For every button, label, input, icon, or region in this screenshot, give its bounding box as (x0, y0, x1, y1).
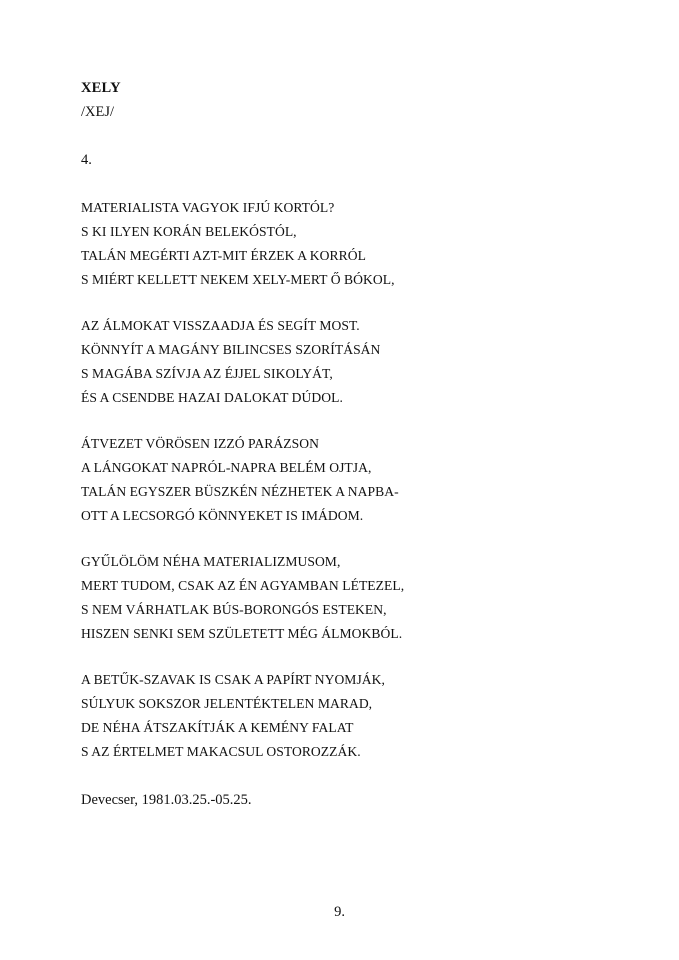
stanza-4 (81, 550, 404, 646)
stanza-1 (81, 196, 395, 292)
poem-line: S AZ ÉRTELMET MAKACSUL OSTOROZZÁK. (81, 744, 361, 759)
poem-line: OTT A LECSORGÓ KÖNNYEKET IS IMÁDOM. (81, 508, 364, 523)
poem-line: TALÁN MEGÉRTI AZT-MIT ÉRZEK A KORRÓL (81, 248, 366, 263)
poem-line: A BETŰK-SZAVAK IS CSAK A PAPÍRT NYOMJÁK, (81, 672, 385, 687)
stanza-5 (81, 668, 385, 764)
stanza-3 (81, 432, 399, 528)
poem-line: S KI ILYEN KORÁN BELEKÓSTÓL, (81, 224, 297, 239)
poem-subtitle: /XEJ/ (81, 104, 115, 120)
poem-line: S MAGÁBA SZÍVJA AZ ÉJJEL SIKOLYÁT, (81, 366, 333, 381)
poem-line: ÉS A CSENDBE HAZAI DALOKAT DÚDOL. (81, 390, 343, 405)
poem-line: S NEM VÁRHATLAK BÚS-BORONGÓS ESTEKEN, (81, 602, 387, 617)
poem-line: TALÁN EGYSZER BÜSZKÉN NÉZHETEK A NAPBA- (81, 484, 399, 499)
poem-line: S MIÉRT KELLETT NEKEM XELY-MERT Ő BÓKOL, (81, 272, 395, 287)
page-number: 9. (334, 904, 345, 920)
poem-line: GYŰLÖLÖM NÉHA MATERIALIZMUSOM, (81, 554, 341, 569)
place-date: Devecser, 1981.03.25.-05.25. (81, 792, 252, 808)
poem-line: DE NÉHA ÁTSZAKÍTJÁK A KEMÉNY FALAT (81, 720, 354, 735)
poem-title: XELY (81, 80, 121, 96)
poem-line: ÁTVEZET VÖRÖSEN IZZÓ PARÁZSON (81, 436, 319, 451)
poem-line: MATERIALISTA VAGYOK IFJÚ KORTÓL? (81, 200, 335, 215)
poem-line: SÚLYUK SOKSZOR JELENTÉKTELEN MARAD, (81, 696, 373, 711)
poem-number: 4. (81, 152, 92, 168)
stanza-2 (81, 314, 380, 410)
poem-line: A LÁNGOKAT NAPRÓL-NAPRA BELÉM OJTJA, (81, 460, 372, 475)
poem-line: HISZEN SENKI SEM SZÜLETETT MÉG ÁLMOKBÓL. (81, 626, 403, 641)
poem-line: AZ ÁLMOKAT VISSZAADJA ÉS SEGÍT MOST. (81, 318, 360, 333)
poem-line: KÖNNYÍT A MAGÁNY BILINCSES SZORÍTÁSÁN (81, 342, 381, 357)
poem-line: MERT TUDOM, CSAK AZ ÉN AGYAMBAN LÉTEZEL, (81, 578, 405, 593)
